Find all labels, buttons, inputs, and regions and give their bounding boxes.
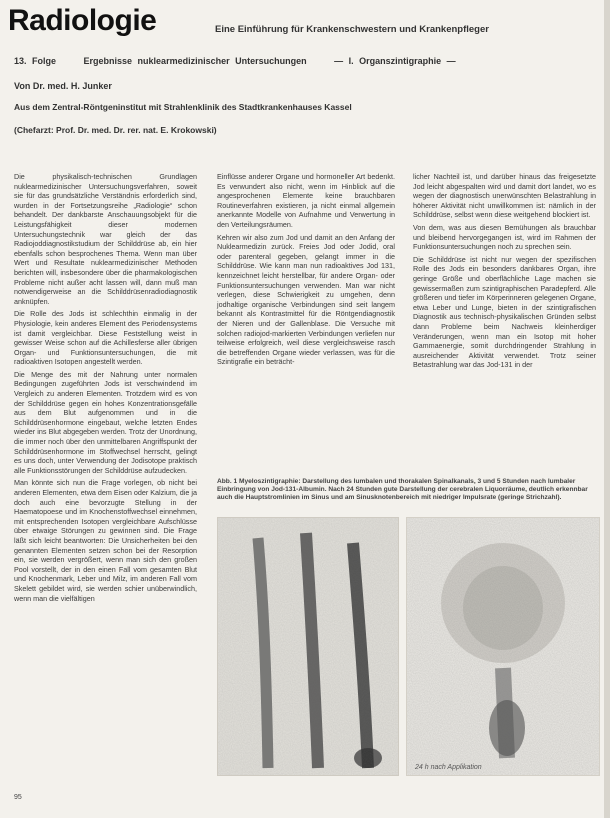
series-section: — I. Organszintigraphie —	[334, 56, 456, 66]
paragraph: Einflüsse anderer Organe und hormoneller Art bedenkt. Es verwundert also nicht, wenn im Hinblick auf die angesprochenen Elemente keine brauchbaren Routineverfahren existieren, ja nicht einmal allgemein anerkannte Modelle von Aufnahme und Verwertung in den Verteilungsräumen.	[217, 172, 395, 229]
paragraph: licher Nachteil ist, und darüber hinaus das freigesetzte Jod leicht abgespalten wird und damit dort landet, wo es wegen der diagnostisch unerwünschten Belastrahlung in höherer Aktivität nicht unwillkommen ist: nämlich in der Schilddrüse, selbst wenn diese weitgehend blockiert ist.	[413, 172, 596, 220]
series-line	[14, 56, 456, 66]
paragraph: Die Menge des mit der Nahrung unter normalen Bedingungen zugeführten Jods ist verschwindend im Vergleich zu anderen Elementen. Trotzdem wird es von der Schilddrüse gegen ein hohes Konzentrationsgefälle aus dem Blut aufgenommen und in die Schilddrüsenhormone eingebaut, welche letzten Endes wieder ins Blut abgegeben werden. Trotz der Unordnung, die immer noch über den unmittelbaren Angriffspunkt der Schilddrüsenhormone im Stoffwechsel herrscht, gelingt es uns doch, unter Verwendung der Jodisotope praktisch alle Funktionsstörungen der Schilddrüse aufzudecken.	[14, 369, 197, 475]
scan-edge	[604, 0, 610, 818]
paragraph: Von dem, was aus diesen Bemühungen als brauchbar und bleibend hervorgegangen ist, wird im Rahmen der Funktionsuntersuchungen noch zu sprechen sein.	[413, 222, 596, 252]
scintigram-spinal-image	[217, 517, 399, 776]
text-column-2	[217, 172, 395, 370]
paragraph: Kehren wir also zum Jod und damit an den Anfang der Nuklearmedizin zurück. Freies Jod oder Jodid, oral oder parenteral gegeben, gelangt immer in die Schilddrüse. Wie kann man nun radioaktives Jod 131, kennzeichnet leicht herstellbar, für andere Organ- oder Funktionsuntersuchungen verwenden. Man war nicht verlegen, diese Schwierigkeit zu umgehen, denn jodhaltige organische Verbindungen sind seit langem bekannt als Kontrastmittel für die Röntgendiagnostik der Nieren und der Gallenblase. Die Versuche mit solchen radiojod-markierten Verbindungen verliefen nur teilweise erfolgreich, weil diese vergleichsweise rasch die betreffenden Organe wieder verlassen, was für die Szintigrafie ein beträcht-	[217, 232, 395, 367]
page-subtitle: Eine Einführung für Krankenschwestern und Krankenpfleger	[215, 24, 489, 35]
scintigram-spinal-graphic	[218, 518, 398, 775]
scintigram-brain-graphic	[407, 518, 599, 775]
page-number: 95	[14, 794, 22, 801]
figure-caption: Abb. 1 Myeloszintigraphie: Darstellung des lumbalen und thorakalen Spinalkanals, 3 und 5 Stunden nach lumbaler Einbringung von Jod-131-Albumin. Nach 24 Stunden gute Darstellung der cerebralen Liquorräume, deutlich erkennbar auch die Hauptstromlinien im Sinus und am Sinusknotenbereich mit niedriger Impulsrate (geringe Strichzahl).	[217, 478, 588, 502]
paragraph: Man könnte sich nun die Frage vorlegen, ob nicht bei anderen Elementen, etwa dem Eisen oder Kalzium, die ja doch auch eine bevorzugte Stellung in der Haematopoese und im Knochenstoffwechsel einnehmen, mit entsprechenden Isotopen vergleichbare Aufschlüsse über etwaige Störungen zu gewinnen sind. Die Frage läßt sich leicht beantworten: Die Unsicherheiten bei den genannten Elementen setzen schon bei der Resorption ein, sie werden vergrößert, wenn man sich den großen Pool vorstellt, der in den einen Fall vom gesamten Blut und Knochenmark, Leber und Milz, im anderen Fall vom Skelett gebildet wird, sie werden schier unüberwindlich, wenn man die vielfältigen	[14, 478, 197, 603]
author-line: Von Dr. med. H. Junker	[14, 81, 112, 91]
text-column-3	[413, 172, 596, 373]
text-column-1	[14, 172, 197, 606]
institution-line: Aus dem Zentral-Röntgeninstitut mit Strahlenklinik des Stadtkrankenhauses Kassel	[14, 102, 352, 112]
series-number: 13. Folge	[14, 56, 57, 66]
paragraph: Die Schilddrüse ist nicht nur wegen der spezifischen Rolle des Jods ein besonders dankbares Organ, ihre geringe Größe und oberflächliche Lage machen sie gewissermaßen zum szintigraphischen Paradepferd. Alle größeren und tiefer im Körperinneren gelegenen Organe, etwa Leber und Lunge, bieten in der szintigrafischen Diagnostik aus technisch-physikalischen Gründen selbst dann Probleme beim Nachweis kleinherdiger Veränderungen, wenn man ein Isotop mit hoher Gammaenergie, somit durchdringender Strahlung in ausreichender Aktivität verwendet. Trotz seiner Betastrahlung war das Jod-131 in der	[413, 254, 596, 370]
figure-handwritten-label: 24 h nach Applikation	[415, 764, 482, 771]
page-title: Radiologie	[8, 4, 157, 37]
scintigram-brain-image	[406, 517, 600, 776]
chief-line: (Chefarzt: Prof. Dr. med. Dr. rer. nat. E. Krokowski)	[14, 125, 217, 135]
paragraph: Die Rolle des Jods ist schlechthin einmalig in der Physiologie, kein anderes Element des Periodensystems ist damit vergleichbar. Diese Feststellung weist in gewisser Weise schon auf die Achillesferse aller übrigen Organ- und Funktionsuntersuchungen, die mit radioaktiven Isotopen angestellt werden.	[14, 309, 197, 367]
paragraph: Die physikalisch-technischen Grundlagen nuklearmedizinischer Untersuchungsverfahren, soweit sie für das grundsätzliche Verständnis erforderlich sind, wurden in der Fortsetzungsreihe „Radiologie“ schon behandelt. Der dankbarste Anschauungsobjekt für die Leistungsfähigkeit dieser modernen Untersuchungstechnik war gleich der das Radiojoddiagnostikstudium der Schilddrüse ab, ein hier ebenfalls schon besprochenes Thema. Wenn man über Wert und Resultate nuklearmedizinischer Methoden berichten will, insbesondere über die pharmakologischen Probleme nicht außer acht lassen will, dann muß man notwendigerweise an die Schilddrüsenradiodiagnostik anknüpfen.	[14, 172, 197, 306]
series-topic: Ergebnisse nuklearmedizinischer Untersuchungen	[83, 56, 307, 66]
